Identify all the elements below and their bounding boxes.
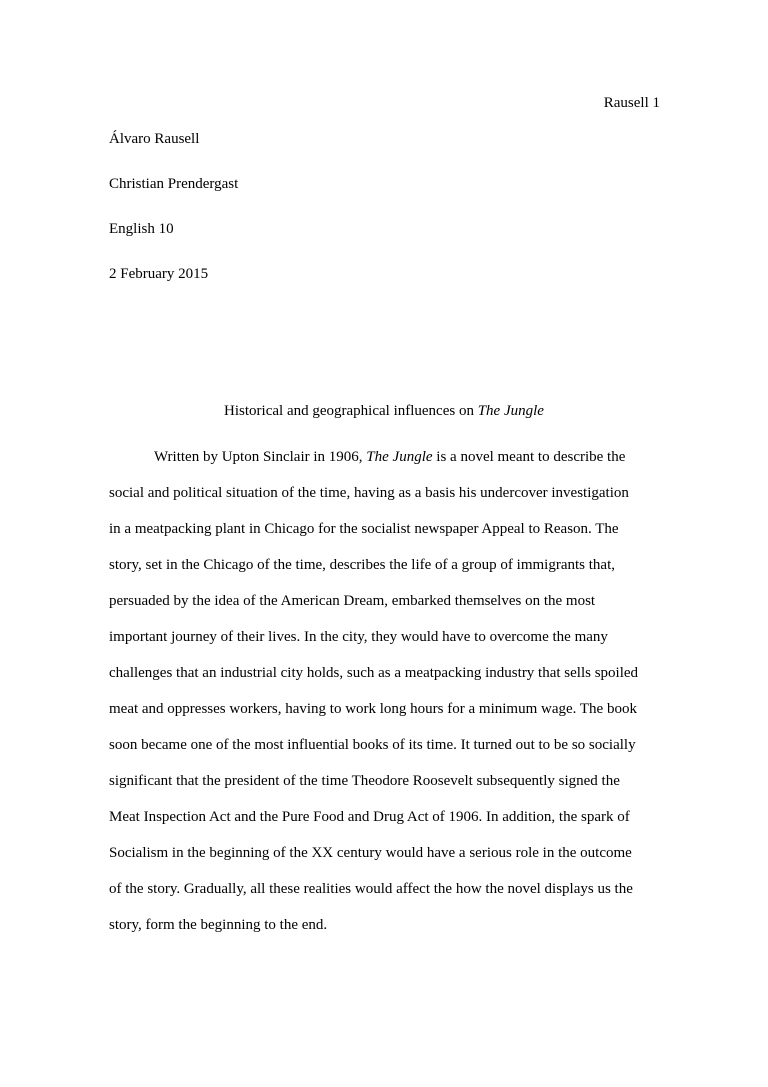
paragraph-line-11: Meat Inspection Act and the Pure Food and Drug Act of 1906. In addition, the spark of [109, 809, 630, 825]
essay-title [0, 402, 768, 420]
teacher-name: Christian Prendergast [109, 176, 239, 192]
paragraph-line-9: soon became one of the most influential books of its time. It turned out to be so socially [109, 737, 636, 753]
paragraph-line-3: in a meatpacking plant in Chicago for the socialist newspaper Appeal to Reason. The [109, 521, 619, 537]
course-name: English 10 [109, 221, 174, 237]
submission-date: 2 February 2015 [109, 266, 209, 282]
essay-title-text: Historical and geographical influences on [224, 403, 478, 419]
paragraph-line-13: of the story. Gradually, all these realities would affect the how the novel displays us the [109, 881, 633, 897]
paragraph-line-1 [154, 448, 625, 466]
line-1-book-title: The Jungle [366, 449, 433, 465]
paragraph-line-14: story, form the beginning to the end. [109, 917, 328, 933]
paragraph-line-10: significant that the president of the time Theodore Roosevelt subsequently signed the [109, 773, 620, 789]
paragraph-line-8: meat and oppresses workers, having to work long hours for a minimum wage. The book [109, 701, 637, 717]
student-name: Álvaro Rausell [109, 131, 200, 147]
line-1-end: is a novel meant to describe the [432, 449, 626, 465]
paragraph-line-12: Socialism in the beginning of the XX century would have a serious role in the outcome [109, 845, 632, 861]
paragraph-line-7: challenges that an industrial city holds, such as a meatpacking industry that sells spoiled [109, 665, 639, 681]
running-header-page-number: Rausell 1 [603, 95, 660, 111]
paragraph-line-6: important journey of their lives. In the city, they would have to overcome the many [109, 629, 608, 645]
paragraph-line-2: social and political situation of the time, having as a basis his undercover investigation [109, 485, 629, 501]
paragraph-line-5: persuaded by the idea of the American Dream, embarked themselves on the most [109, 593, 596, 609]
essay-title-book: The Jungle [477, 403, 544, 419]
paragraph-line-4: story, set in the Chicago of the time, describes the life of a group of immigrants that, [109, 557, 615, 573]
line-1-start: Written by Upton Sinclair in 1906, [154, 449, 367, 465]
